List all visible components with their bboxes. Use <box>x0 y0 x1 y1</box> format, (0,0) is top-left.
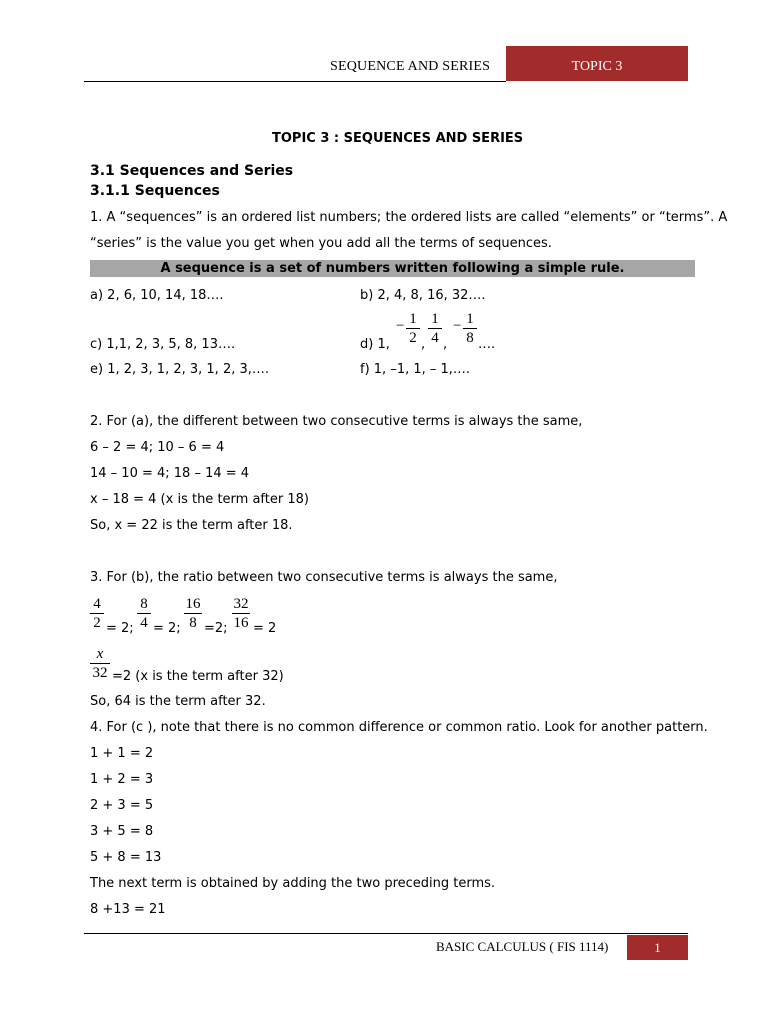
paragraph-4: 4. For (c ), note that there is no common difference or common ratio. Look for another pattern. <box>90 720 708 735</box>
explanation-line: The next term is obtained by adding the two preceding terms. <box>90 876 496 891</box>
section-heading: 3.1 Sequences and Series <box>90 163 294 179</box>
ratio-result: = 2; <box>106 621 134 636</box>
ratio-result: = 2; <box>153 621 181 636</box>
page-number: 1 <box>627 935 688 960</box>
document-heading: TOPIC 3 : SEQUENCES AND SERIES <box>272 131 524 146</box>
subsection-heading: 3.1.1 Sequences <box>90 183 220 199</box>
example-e: e) 1, 2, 3, 1, 2, 3, 1, 2, 3,…. <box>90 362 270 377</box>
conclusion-line: So, x = 22 is the term after 18. <box>90 518 293 533</box>
example-d-suffix: …. <box>478 337 496 352</box>
footer-rule <box>84 933 688 934</box>
ratio-fraction: 8 4 <box>137 596 151 631</box>
definition-text: A sequence is a set of numbers written following a simple rule. <box>160 261 625 276</box>
header-rule <box>84 81 506 82</box>
example-f: f) 1, –1, 1, – 1,…. <box>360 362 471 377</box>
header-title: SEQUENCE AND SERIES <box>330 59 491 74</box>
ratio-result: = 2 <box>253 621 277 636</box>
ratio-fraction: 4 2 <box>90 596 104 631</box>
ratio-fraction-x: x 32 <box>90 646 110 681</box>
comma: , <box>421 337 426 352</box>
equation-line: 8 +13 = 21 <box>90 902 166 917</box>
header-topic-tab: TOPIC 3 <box>506 46 688 81</box>
comma: , <box>443 337 448 352</box>
equation-line: 3 + 5 = 8 <box>90 824 154 839</box>
example-b: b) 2, 4, 8, 16, 32…. <box>360 288 486 303</box>
equation-line: 6 – 2 = 4; 10 – 6 = 4 <box>90 440 225 455</box>
paragraph-2: 2. For (a), the different between two consecutive terms is always the same, <box>90 414 583 429</box>
fraction-one-eighth: 1 8 <box>463 311 477 346</box>
ratio-fraction: 32 16 <box>233 596 249 631</box>
minus-sign: − <box>396 318 405 334</box>
example-a: a) 2, 6, 10, 14, 18…. <box>90 288 224 303</box>
conclusion-line: So, 64 is the term after 32. <box>90 694 266 709</box>
paragraph-3: 3. For (b), the ratio between two consecutive terms is always the same, <box>90 570 558 585</box>
equation-line: 5 + 8 = 13 <box>90 850 162 865</box>
equation-line: 1 + 2 = 3 <box>90 772 154 787</box>
paragraph-1-line-2: “series” is the value you get when you add all the terms of sequences. <box>90 236 552 251</box>
fraction-one-quarter: 1 4 <box>428 311 442 346</box>
definition-banner <box>90 260 695 277</box>
example-d-prefix: d) 1, <box>360 337 390 352</box>
example-c: c) 1,1, 2, 3, 5, 8, 13…. <box>90 337 236 352</box>
equation-line: 1 + 1 = 2 <box>90 746 154 761</box>
minus-sign: − <box>453 318 462 334</box>
paragraph-1-line-1: 1. A “sequences” is an ordered list numbers; the ordered lists are called “elements” or “terms”. A <box>90 210 728 225</box>
ratio-fraction: 16 8 <box>185 596 201 631</box>
ratio-result: =2; <box>204 621 228 636</box>
footer-course-title: BASIC CALCULUS ( FIS 1114) <box>436 939 609 954</box>
fraction-one-half: 1 2 <box>406 311 420 346</box>
equation-line: 14 – 10 = 4; 18 – 14 = 4 <box>90 466 250 481</box>
equation-line: 2 + 3 = 5 <box>90 798 154 813</box>
equation-line: x – 18 = 4 (x is the term after 18) <box>90 492 309 507</box>
ratio-result: =2 (x is the term after 32) <box>112 669 284 684</box>
